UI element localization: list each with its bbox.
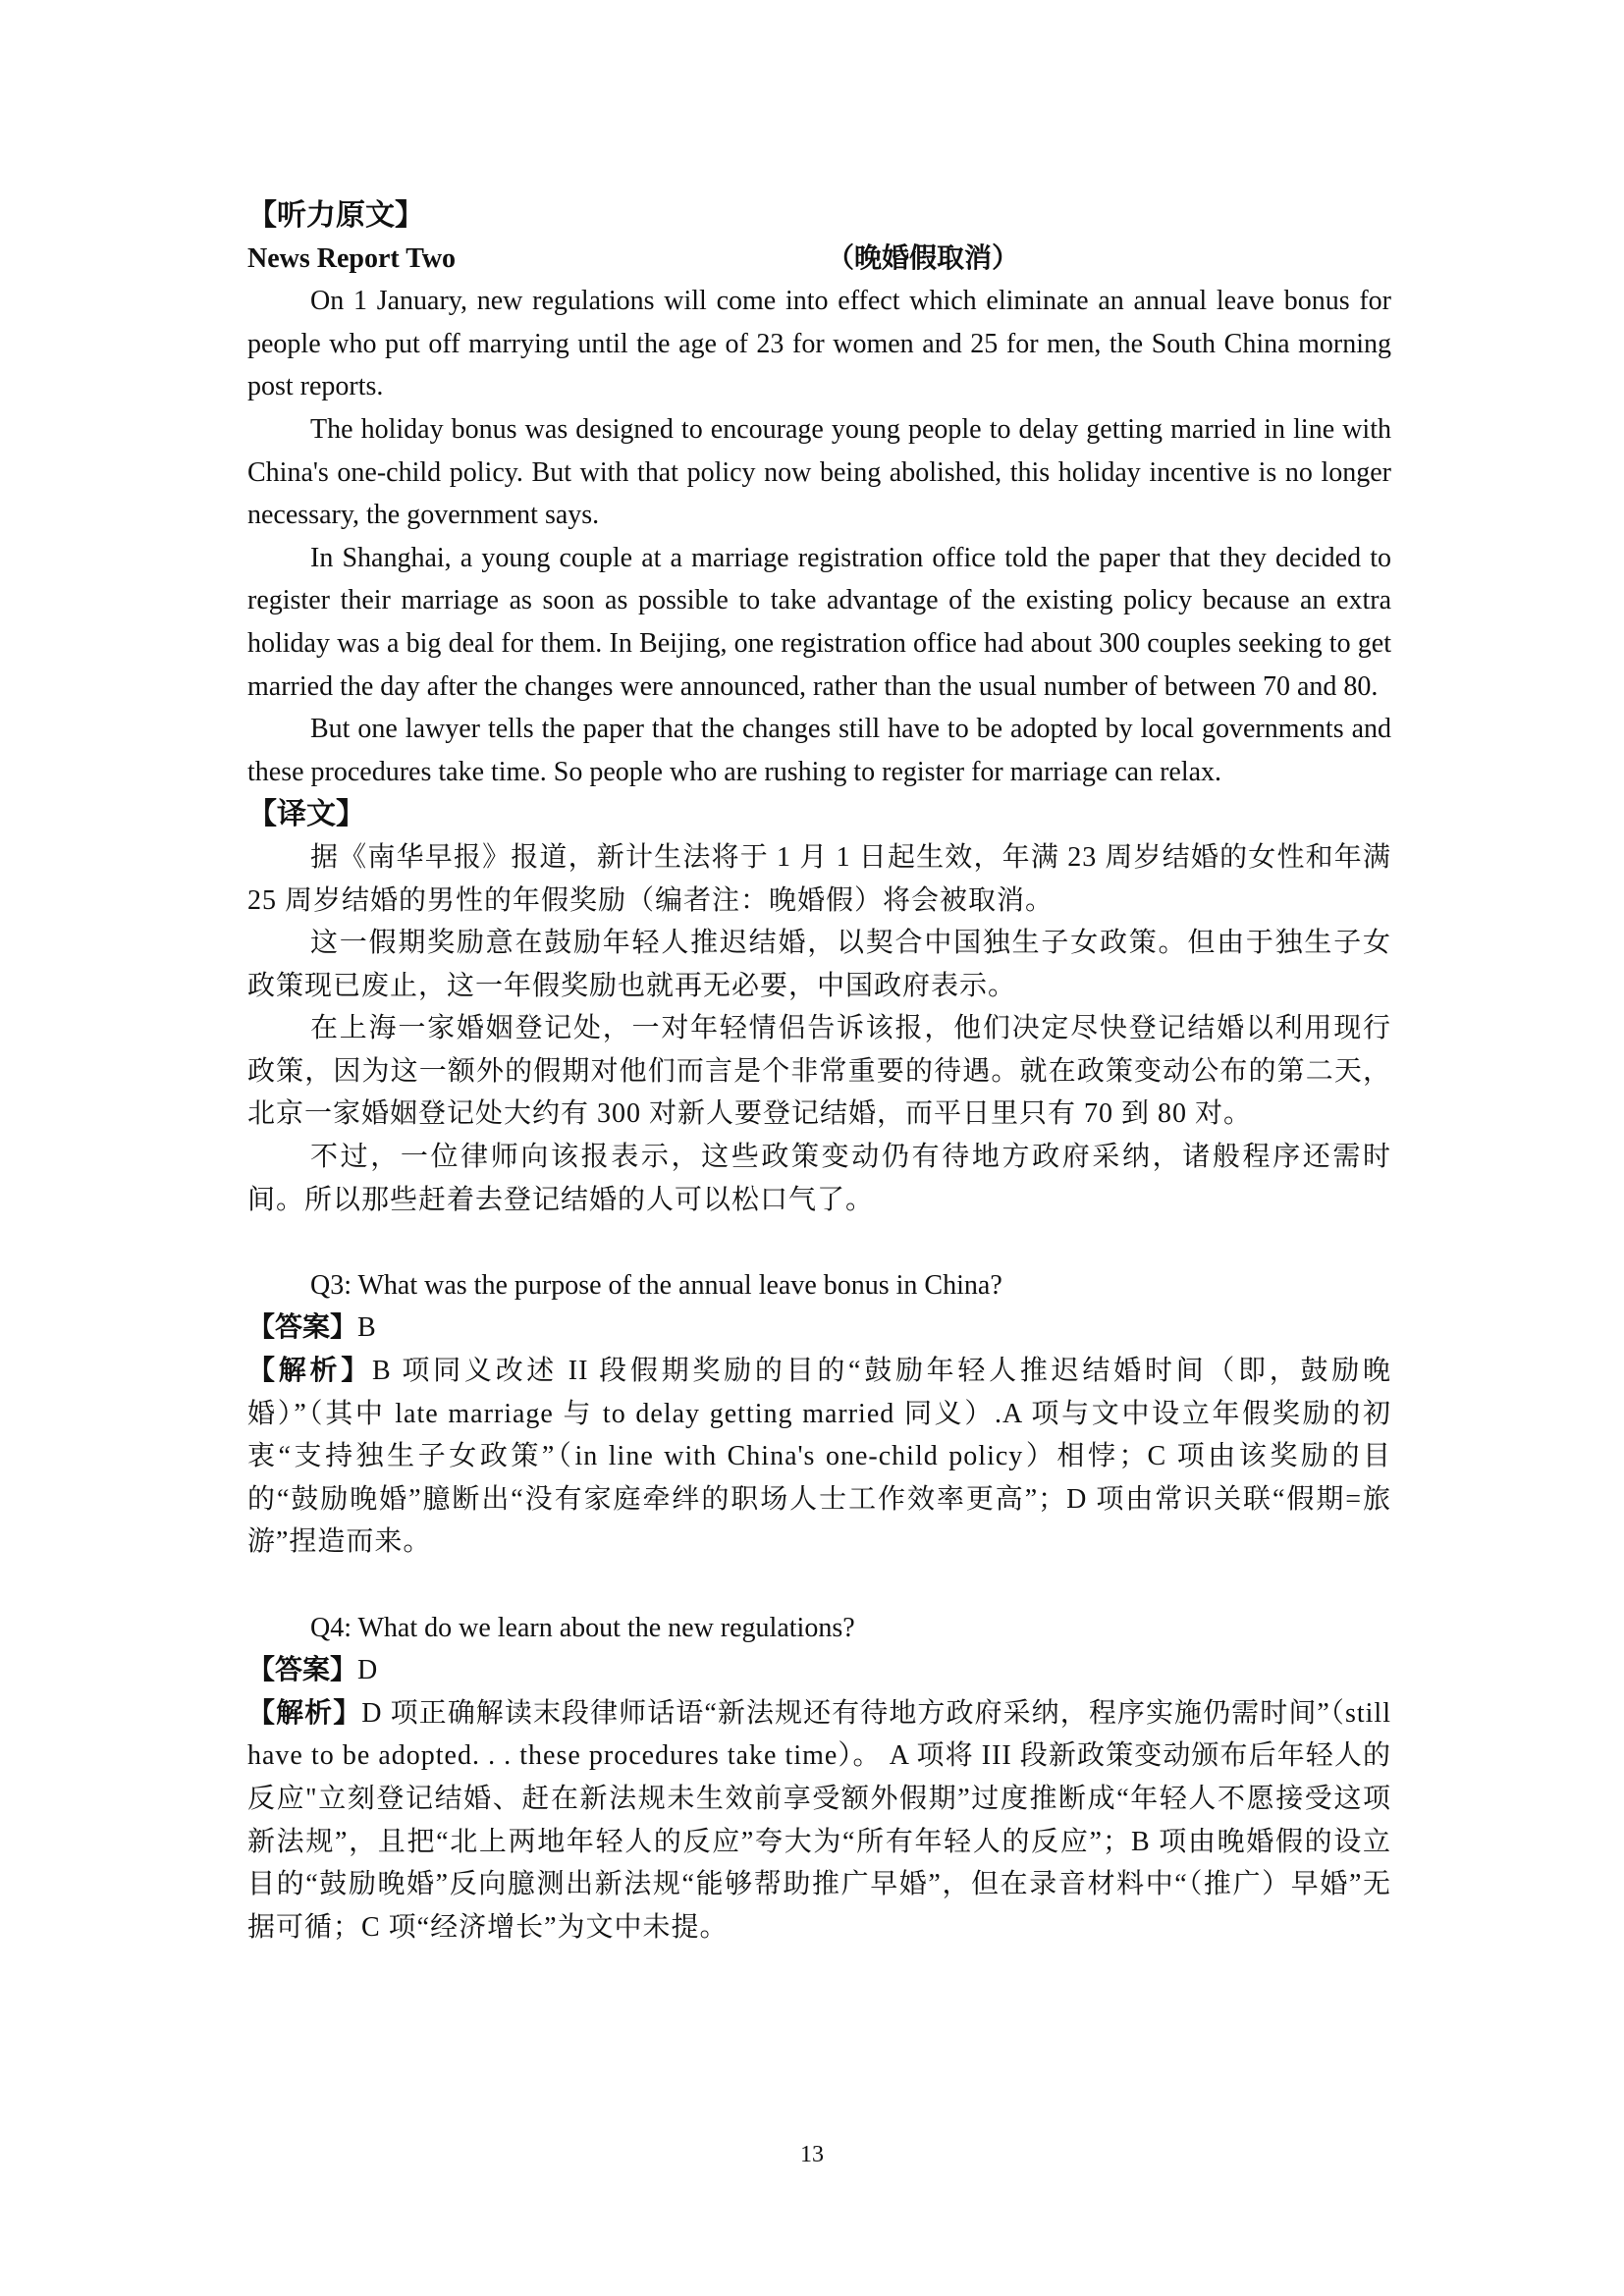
- analysis-paragraph: [247, 1350, 1391, 1564]
- report-note: （晚婚假取消）: [827, 242, 1020, 274]
- answer-line: [247, 1649, 1391, 1692]
- analysis-paragraph: [247, 1692, 1391, 1949]
- report-title: News Report Two: [247, 242, 457, 274]
- answer-label: 【答案】: [247, 1312, 358, 1344]
- page-number: 13: [800, 2142, 824, 2167]
- question-text: Q3: What was the purpose of the annual leave bonus in China?: [310, 1269, 1002, 1301]
- answer-line: [247, 1307, 1391, 1350]
- transcript-paragraph: The holiday bonus was designed to encourage young people to delay getting married in line with China's one-child policy. But with that policy now being abolished, this holiday incentive is no longer necessary, the government says.: [247, 413, 1391, 531]
- translation-paragraph: 不过，一位律师向该报表示，这些政策变动仍有待地方政府采纳，诸般程序还需时间。所以那些赶着去登记结婚的人可以松口气了。: [247, 1142, 1391, 1215]
- report-title-line: [247, 238, 1391, 281]
- analysis-label: 【解析】: [247, 1697, 362, 1729]
- document-page: [247, 194, 1391, 1949]
- answer-label: 【答案】: [247, 1655, 358, 1686]
- analysis-text: D 项正确解读末段律师话语“新法规还有待地方政府采纳，程序实施仍需时间”（still have to be adopted. . . these procedures take time）。 A 项将 III 段新政策变动颁布后年轻人的反应"立刻登记结婚、赶在新法规未生效前享受额外假期”过度推断成“年轻人不愿接受这项新法规”，且把“北上两地年轻人的反应”夸大为“所有年轻人的反应”；B 项由晚婚假的设立目的“鼓励晚婚”反向臆测出新法规“能够帮助推广早婚”，但在录音材料中“（推广）早婚”无据可循；C 项“经济增长”为文中未提。: [247, 1697, 1391, 1943]
- question-block-q3: [247, 1264, 1391, 1564]
- transcript-heading: 【听力原文】: [247, 199, 424, 232]
- transcript-paragraph: But one lawyer tells the paper that the changes still have to be adopted by local governments and these procedures take time. So people who are rushing to register for marriage can relax.: [247, 714, 1391, 787]
- spacer: [247, 1221, 1391, 1264]
- analysis-text: B 项同义改述 II 段假期奖励的目的“鼓励年轻人推迟结婚时间（即，鼓励晚婚）”（其中 late marriage 与 to delay getting married 同义）.A 项与文中设立年假奖励的初衷“支持独生子女政策”（in line with China's one-child policy）相悖；C 项由该奖励的目的“鼓励晚婚”臆断出“没有家庭牵绊的职场人士工作效率更高”；D 项由常识关联“假期=旅游”捏造而来。: [247, 1356, 1391, 1558]
- spacer: [247, 1564, 1391, 1607]
- analysis-label: 【解析】: [247, 1356, 372, 1387]
- answer-value: B: [357, 1312, 376, 1344]
- transcript-paragraph: In Shanghai, a young couple at a marriage registration office told the paper that they decided to register their marriage as soon as possible to take advantage of the existing policy because an extra holiday was a big deal for them. In Beijing, one registration office had about 300 couples seeking to get married the day after the changes were announced, rather than the usual number of between 70 and 80.: [247, 542, 1391, 702]
- answer-value: D: [357, 1655, 378, 1686]
- question-block-q4: [247, 1607, 1391, 1949]
- translation-paragraph: 这一假期奖励意在鼓励年轻人推迟结婚，以契合中国独生子女政策。但由于独生子女政策现已废止，这一年假奖励也就再无必要，中国政府表示。: [247, 928, 1391, 1001]
- translation-heading: 【译文】: [247, 798, 365, 831]
- transcript-paragraph: On 1 January, new regulations will come into effect which eliminate an annual leave bonus for people who put off marrying until the age of 23 for women and 25 for men, the South China morning post reports.: [247, 286, 1391, 402]
- question-text: Q4: What do we learn about the new regulations?: [310, 1612, 855, 1643]
- translation-paragraph: 据《南华早报》报道，新计生法将于 1 月 1 日起生效，年满 23 周岁结婚的女性和年满 25 周岁结婚的男性的年假奖励（编者注：晚婚假）将会被取消。: [247, 841, 1391, 916]
- translation-paragraph: 在上海一家婚姻登记处，一对年轻情侣告诉该报，他们决定尽快登记结婚以利用现行政策，因为这一额外的假期对他们而言是个非常重要的待遇。就在政策变动公布的第二天，北京一家婚姻登记处大约有 300 对新人要登记结婚，而平日里只有 70 到 80 对。: [247, 1013, 1391, 1130]
